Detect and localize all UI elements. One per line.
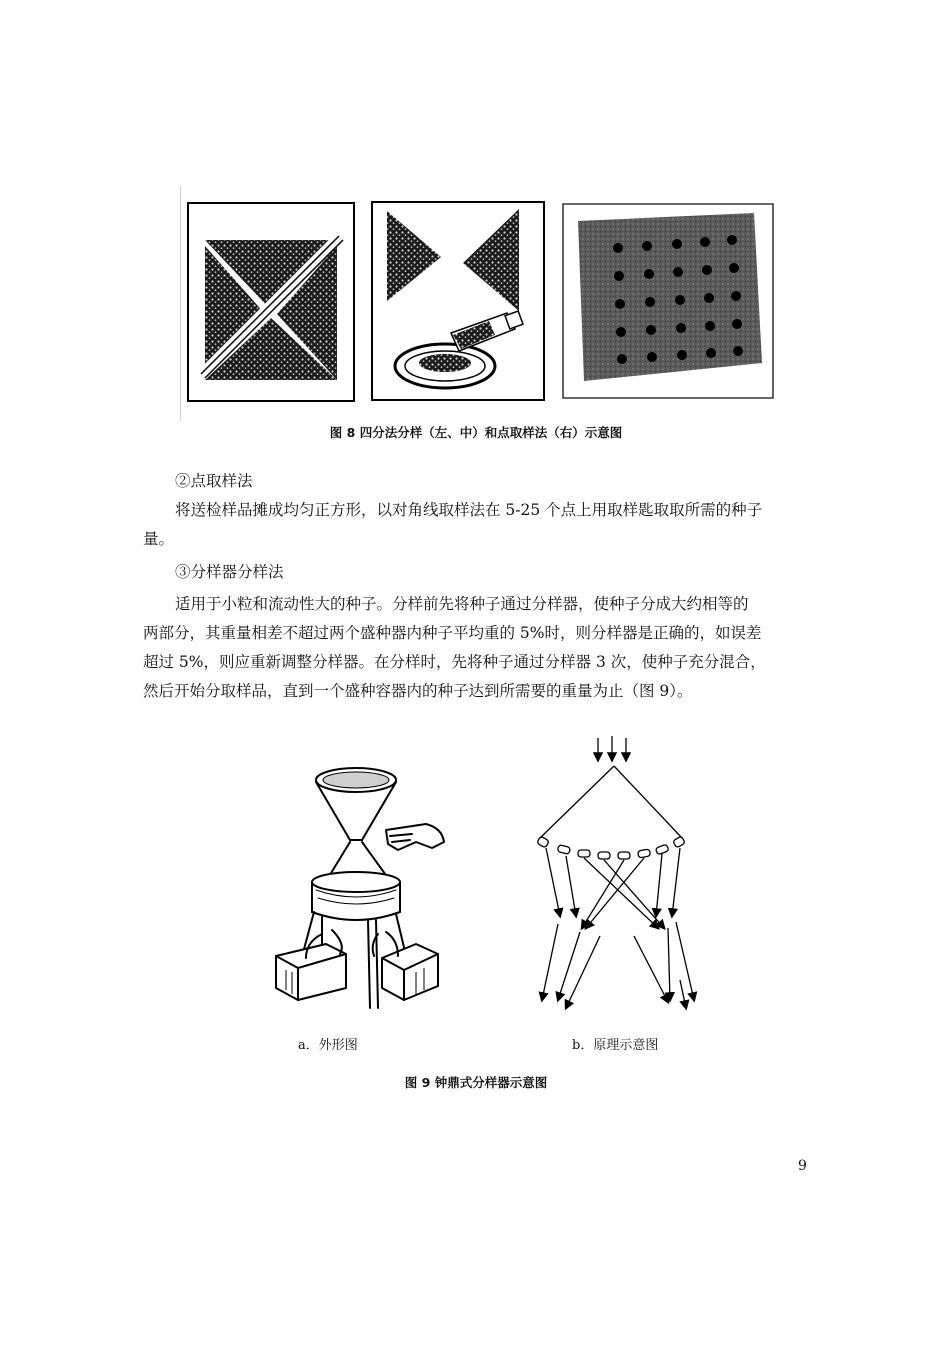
page-number: 9 — [798, 1158, 807, 1174]
section-3-heading: ③分样器分样法 — [175, 563, 284, 581]
figure-9b-label: b．原理示意图 — [572, 1038, 659, 1053]
figure-8 — [180, 186, 780, 421]
scan-edge-line — [180, 186, 181, 421]
figure9b-principle-diagram — [530, 732, 702, 1016]
section-2-text-line1: 将送检样品摊成均匀正方形，以对角线取样法在 5-25 个点上用取样匙取取所需的种子 — [175, 501, 763, 519]
figure8-right-panel — [562, 203, 774, 399]
section-3-line4: 然后开始分取样品，直到一个盛种容器内的种子达到所需要的重量为止（图 9）。 — [143, 682, 693, 700]
operator-hand — [386, 824, 444, 850]
figure8-middle-panel — [371, 201, 545, 401]
figure-8-caption: 图 8 四分法分样（左、中）和点取样法（右）示意图 — [329, 425, 623, 440]
section-2-heading: ②点取样法 — [175, 472, 253, 490]
figure-9a-label: a．外形图 — [298, 1038, 358, 1053]
figure-9-caption: 图 9 钟鼎式分样器示意图 — [404, 1075, 548, 1090]
figure8-left-panel — [187, 202, 355, 402]
section-3-line1: 适用于小粒和流动性大的种子。分样前先将种子通过分样器，使种子分成大约相等的 — [175, 595, 749, 613]
collection-box-right — [382, 944, 438, 1000]
section-3-line3: 超过 5%，则应重新调整分样器。在分样时，先将种子通过分样器 3 次，使种子充分混合， — [143, 653, 766, 671]
section-2-text-line2: 量。 — [143, 530, 175, 548]
section-3-line2: 两部分，其重量相差不超过两个盛种器内种子平均重的 5%时，则分样器是正确的，如误差 — [143, 624, 762, 642]
figure9a-divider-drawing — [266, 758, 452, 1016]
cone-outline — [540, 766, 682, 838]
outlet-slots — [537, 836, 686, 859]
